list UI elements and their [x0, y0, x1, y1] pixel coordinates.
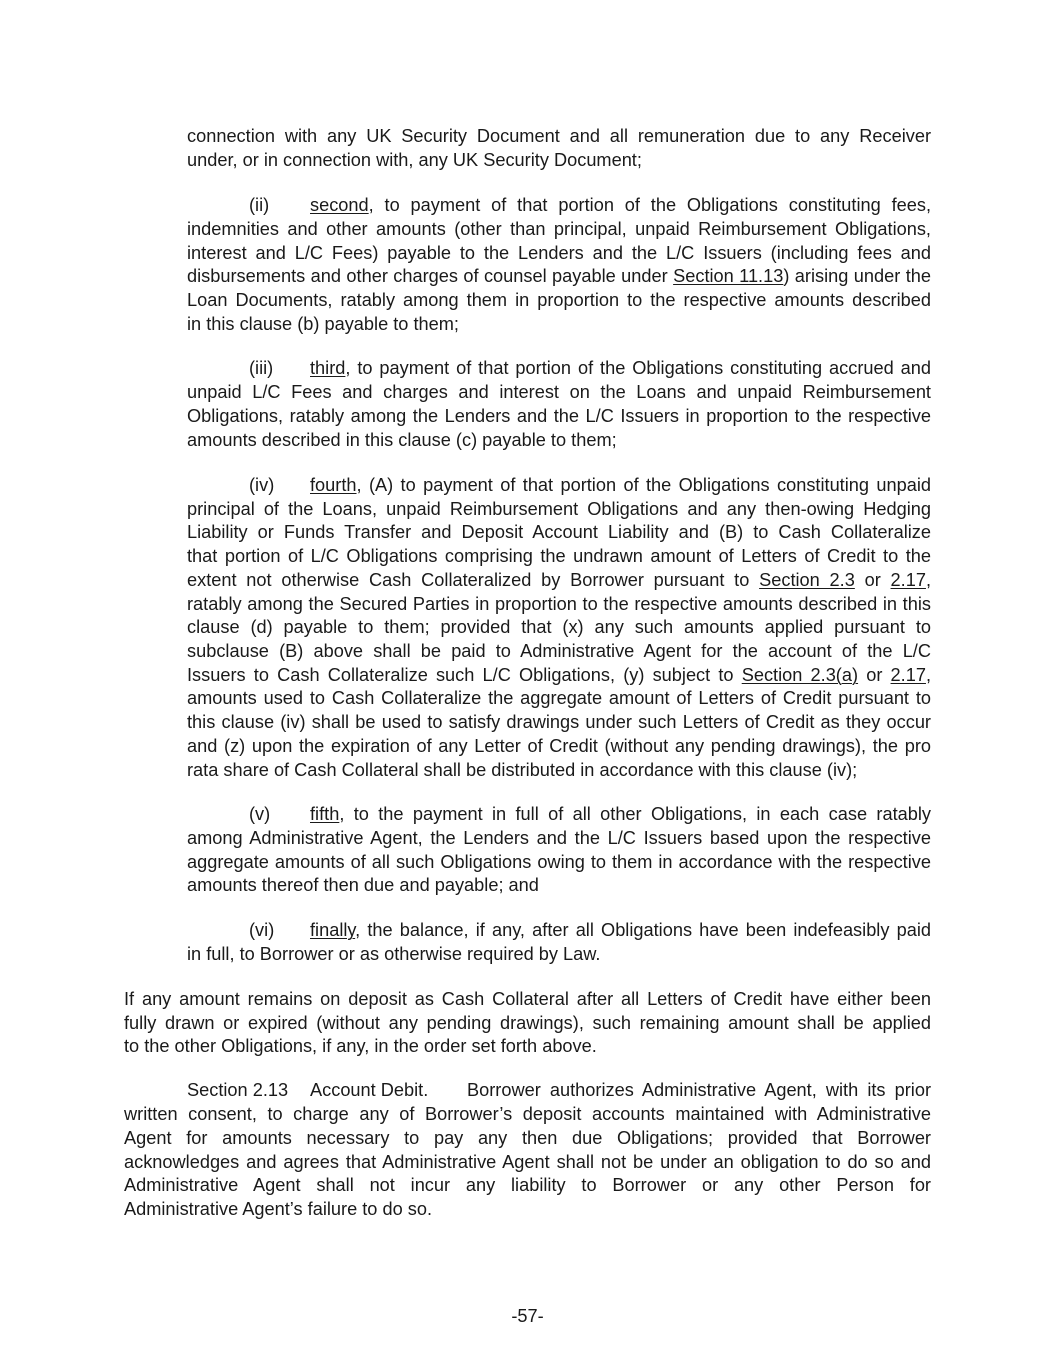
text-line: and (z) upon the expiration of any Letter of Credit (without any pending drawings), the pro [187, 736, 931, 756]
section-reference: Section 2.3 [759, 570, 855, 590]
text-line: unpaid L/C Fees and charges and interest on the Loans and unpaid Reimbursement [187, 382, 931, 402]
text-span: or [858, 665, 891, 685]
section-reference: 2.17 [890, 570, 926, 590]
text-line: that portion of L/C Obligations comprising the undrawn amount of Letters of Credit to the [187, 546, 931, 566]
text-line: amounts thereof then due and payable; and [187, 875, 539, 895]
text-line: to the other Obligations, if any, in the order set forth above. [124, 1036, 597, 1056]
text-line: acknowledges and agrees that Administrative Agent shall not be under an obligation to do so and [124, 1152, 931, 1172]
clause-term: finally [310, 920, 356, 940]
page-number: -57- [511, 1306, 544, 1326]
text-line: Loan Documents, ratably among them in proportion to the respective amounts described [187, 290, 931, 310]
text-line [187, 264, 931, 288]
clause-term: third [310, 358, 346, 378]
clause-first-line [310, 193, 931, 217]
text-line: amounts used to Cash Collateralize the aggregate amount of Letters of Credit pursuant to [187, 688, 931, 708]
text-line: clause (d) payable to them; provided that (x) any such amounts applied pursuant to [187, 617, 931, 637]
text-line: interest and L/C Fees) payable to the Lenders and the L/C Issuers (including fees and [187, 243, 931, 263]
clause-text: , the balance, if any, after all Obligations have been indefeasibly paid [355, 920, 931, 940]
section-title: Account Debit. [310, 1080, 429, 1100]
text-line: Administrative Agent shall not incur any liability to Borrower or any other Person for [124, 1175, 931, 1195]
clause-number: (vi) [249, 920, 275, 940]
text-span: , [925, 570, 931, 590]
text-line: under, or in connection with, any UK Security Document; [187, 150, 642, 170]
clause-number: (iv) [249, 475, 275, 495]
clause-first-line [310, 918, 931, 942]
section-reference: Section 11.13 [673, 266, 784, 286]
section-number: Section 2.13 [187, 1080, 289, 1100]
text-line: Administrative Agent’s failure to do so. [124, 1199, 433, 1219]
clause-term: fourth [310, 475, 357, 495]
text-line: in full, to Borrower or as otherwise required by Law. [187, 944, 601, 964]
clause-first-line [310, 356, 931, 380]
clause-text: , to the payment in full of all other Obligations, in each case ratably [339, 804, 931, 824]
text-line: If any amount remains on deposit as Cash Collateral after all Letters of Credit have either been [124, 989, 931, 1009]
text-span: or [854, 570, 891, 590]
section-reference: 2.17 [890, 665, 926, 685]
text-line: fully drawn or expired (without any pending drawings), such remaining amount shall be applied [124, 1013, 931, 1033]
text-line [187, 568, 931, 592]
text-line [187, 663, 931, 687]
text-line: in this clause (b) payable to them; [187, 314, 459, 334]
text-span: , [925, 665, 931, 685]
clause-term: second [310, 195, 369, 215]
text-span: Issuers to Cash Collateralize such L/C Obligations, (y) subject to [187, 665, 742, 685]
clause-number: (v) [249, 804, 271, 824]
text-line: among Administrative Agent, the Lenders and the L/C Issuers based upon the respective [187, 828, 931, 848]
text-line: aggregate amounts of all such Obligations owing to them in accordance with the respective [187, 852, 931, 872]
clause-text: , to payment of that portion of the Obligations constituting accrued and [345, 358, 931, 378]
text-span: ) arising under the [783, 266, 931, 286]
text-line: amounts described in this clause (c) payable to them; [187, 430, 617, 450]
text-line: Liability or Funds Transfer and Deposit Account Liability and (B) to Cash Collateralize [187, 522, 931, 542]
section-reference: Section 2.3(a) [741, 665, 859, 685]
text-line: Agent for amounts necessary to pay any then due Obligations; provided that Borrower [124, 1128, 931, 1148]
clause-first-line [310, 473, 931, 497]
section-first-line: Borrower authorizes Administrative Agent, with its prior [467, 1080, 931, 1100]
clause-text: , to payment of that portion of the Obligations constituting fees, [368, 195, 931, 215]
text-line: subclause (B) above shall be paid to Administrative Agent for the account of the L/C [187, 641, 931, 661]
text-line: this clause (iv) shall be used to satisfy drawings under such Letters of Credit as they occur [187, 712, 931, 732]
clause-first-line [310, 802, 931, 826]
text-span: disbursements and other charges of counsel payable under [187, 266, 674, 286]
clause-number: (iii) [249, 358, 274, 378]
text-line: ratably among the Secured Parties in proportion to the respective amounts described in this [187, 594, 931, 614]
text-line: rata share of Cash Collateral shall be distributed in accordance with this clause (iv); [187, 760, 858, 780]
text-span: extent not otherwise Cash Collateralized by Borrower pursuant to [187, 570, 760, 590]
clause-term: fifth [310, 804, 340, 824]
text-line: Obligations, ratably among the Lenders and the L/C Issuers in proportion to the respective [187, 406, 931, 426]
text-line: principal of the Loans, unpaid Reimbursement Obligations and any then-owing Hedging [187, 499, 931, 519]
clause-text: , (A) to payment of that portion of the Obligations constituting unpaid [356, 475, 931, 495]
text-line: written consent, to charge any of Borrower’s deposit accounts maintained with Administrative [124, 1104, 931, 1124]
text-line: connection with any UK Security Document and all remuneration due to any Receiver [187, 126, 931, 146]
clause-number: (ii) [249, 195, 270, 215]
text-line: indemnities and other amounts (other than principal, unpaid Reimbursement Obligations, [187, 219, 931, 239]
